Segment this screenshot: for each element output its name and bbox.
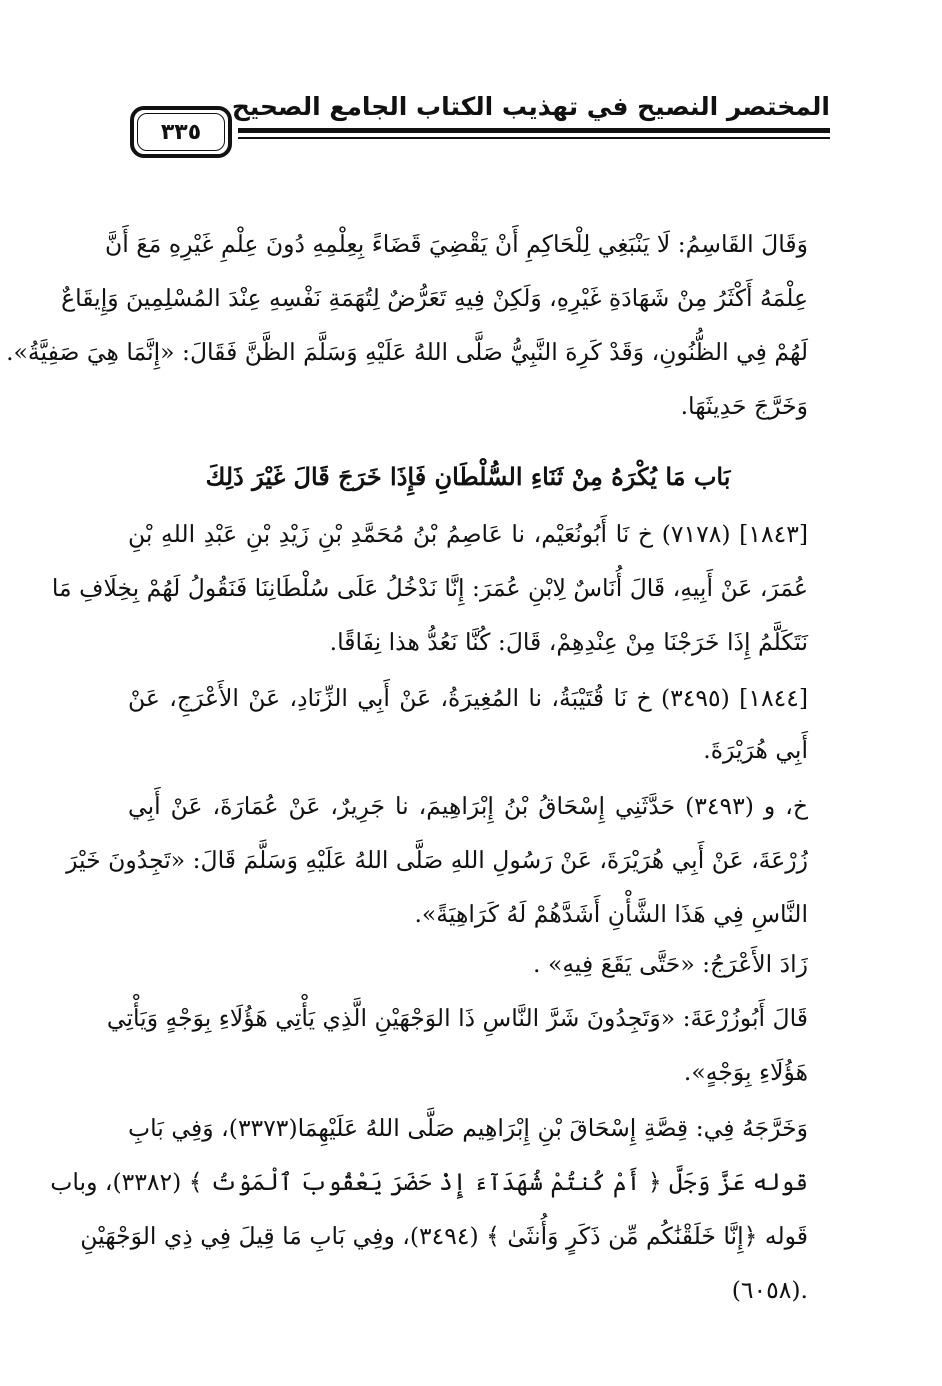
text-line: قَوله ﴿إِنَّا خَلَقْنَٰكُم مِّن ذَكَرٍ وَأُنثَىٰ ﴾ (٣٤٩٤)، وفِي بَابِ مَا قِيلَ فِي ذِي الوَجْهَيْنِ bbox=[80, 1222, 808, 1250]
text-line: النَّاسِ فِي هَذَا الشَّأْنِ أَشَدَّهُمْ لَهُ كَرَاهِيَةً». bbox=[414, 900, 808, 928]
text-line: [١٨٤٣] (٧١٧٨) خ نَا أَبُونُعَيْم، نا عَاصِمُ بْنُ مُحَمَّدِ بْنِ زَيْدِ بْنِ عَبْدِ اللهِ بْنِ bbox=[128, 520, 809, 548]
text-line: زَادَ الأَعْرَجُ: «حَتَّى يَقَعَ فِيهِ» . bbox=[533, 950, 808, 978]
text-line: وَخَرَّجَهُ فِي: قِصَّةِ إِسْحَاقَ بْنِ إِبْرَاهِيم صَلَّى اللهُ عَلَيْهِمَا(٣٣٧٣)، وَفِي بَابِ bbox=[128, 1114, 809, 1142]
book-title: المختصر النصيح في تهذيب الكتاب الجامع الصحيح bbox=[231, 92, 830, 121]
text-line: قَالَ أَبُوزُرْعَةَ: «وَتَجِدُونَ شَرَّ النَّاسِ ذَا الوَجْهَيْنِ الَّذِي يَأْتِي هَؤُلَاءِ بِوَجْهٍ وَيَأْتِي bbox=[106, 1004, 808, 1032]
page-header bbox=[130, 92, 830, 172]
page-number: ٣٣٥ bbox=[160, 120, 202, 145]
text-line: زُرْعَةَ، عَنْ أَبِي هُرَيْرَةَ، عَنْ رَسُولِ اللهِ صَلَّى اللهُ عَلَيْهِ وَسَلَّمَ قَالَ: «تَجِدُونَ خَيْرَ bbox=[66, 846, 808, 874]
text-line: لَهُمْ فِي الظُّنُونِ، وَقَدْ كَرِهَ النَّبِيُّ صَلَّى اللهُ عَلَيْهِ وَسَلَّمَ الظَّنَّ فَقَالَ: «إِنَّمَا هِيَ صَفِيَّةُ». bbox=[6, 338, 808, 366]
text-line: هَؤُلَاءِ بِوَجْهٍ». bbox=[683, 1058, 808, 1086]
chapter-heading: بَاب مَا يُكْرَهُ مِنْ ثَنَاءِ السُّلْطَانِ فَإِذَا خَرَجَ قَالَ غَيْرَ ذَلِكَ bbox=[205, 462, 731, 491]
text-line: عِلْمَهُ أَكْثَرُ مِنْ شَهَادَةِ غَيْرِهِ، وَلَكِنْ فِيهِ تَعَرُّضٌ لِتُهَمَةِ نَفْسِهِ عِنْدَ المُسْلِمِينَ وَإِيقَاعٌ bbox=[61, 284, 808, 312]
text-line: وَخَرَّجَ حَدِيثَهَا. bbox=[680, 392, 808, 420]
header-rule-thin bbox=[238, 137, 830, 139]
text-line: أَبِي هُرَيْرَةَ. bbox=[703, 736, 808, 764]
text-line: قوله عَزَّ وَجَلَّ ﴿ أَمْ كُنتُمْ شُهَدَآءَ إِذْ حَضَرَ يَعْقُوبَ ٱلْمَوْتُ ﴾ (٣٣٨٢)، وباب bbox=[50, 1168, 808, 1196]
text-line: نَتَكَلَّمُ إِذَا خَرَجْنَا مِنْ عِنْدِهِمْ، قَالَ: كُنَّا نَعُدُّ هذا نِفَاقًا. bbox=[329, 628, 808, 656]
header-rule-thick bbox=[238, 128, 830, 133]
text-line: وَقَالَ القَاسِمُ: لَا يَنْبَغِي لِلْحَاكِمِ أَنْ يَقْضِيَ قَضَاءً بِعِلْمِهِ دُونَ عِلْمِ غَيْرِهِ مَعَ أَنَّ bbox=[105, 230, 808, 258]
text-line: .(٦٠٥٨) bbox=[731, 1276, 808, 1304]
text-line: عُمَرَ، عَنْ أَبِيهِ، قَالَ أُنَاسٌ لِابْنِ عُمَرَ: إِنَّا نَدْخُلُ عَلَى سُلْطَانِنَا فَنَقُولُ لَهُمْ بِخِلَافِ مَا bbox=[51, 574, 808, 602]
text-line: خ، و (٣٤٩٣) حَدَّثَنِي إِسْحَاقُ بْنُ إِبْرَاهِيمَ، نا جَرِيرٌ، عَنْ عُمَارَةَ، عَنْ أَبِي bbox=[128, 792, 808, 820]
text-line: [١٨٤٤] (٣٤٩٥) خ نَا قُتَيْبَةُ، نا المُغِيرَةُ، عَنْ أَبِي الزِّنَادِ، عَنْ الأَعْرَجِ، عَنْ bbox=[128, 684, 808, 712]
page-number-frame bbox=[130, 106, 232, 158]
